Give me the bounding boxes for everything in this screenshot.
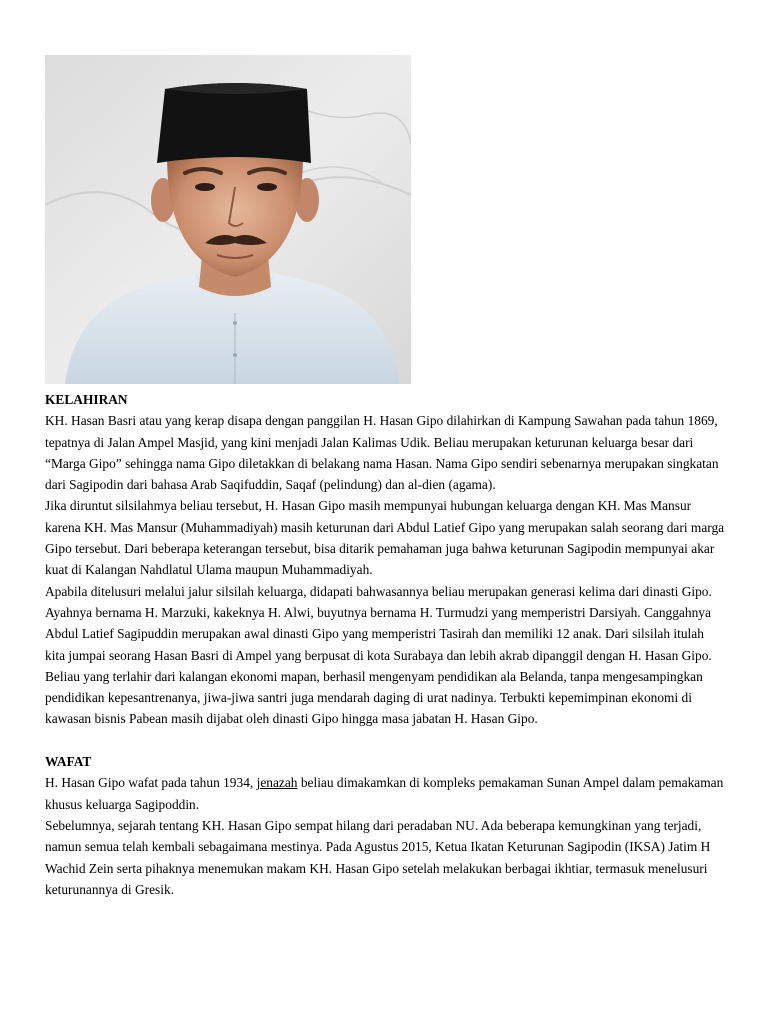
kelahiran-paragraph-4: Beliau yang terlahir dari kalangan ekonomi mapan, berhasil mengenyam pendidikan ala Belanda, tanpa mengesampingkan pendidikan kepesantrenanya, jiwa-jiwa santri juga mendarah daging di urat nadinya. Terbukti kepemimpinan ekonomi di kawasan bisnis Pabean masih dijabat oleh dinasti Gipo hingga masa jabatan H. Hasan Gipo. [45, 668, 703, 727]
kelahiran-heading: KELAHIRAN [45, 392, 128, 407]
wafat-heading: WAFAT [45, 754, 92, 770]
section-spacer [45, 730, 725, 751]
portrait-illustration-icon [45, 55, 411, 384]
wafat-paragraph-1 [45, 772, 725, 815]
kelahiran-paragraph-3: Apabila ditelusuri melalui jalur silsilah keluarga, didapati bahwasannya beliau merupakan generasi kelima dari dinasti Gipo. Ayahnya bernama H. Marzuki, kakeknya H. Alwi, buyutnya bernama H. Turmudzi yang memperistri Darsiyah. Canggahnya Abdul Latief Sagipuddin merupakan awal dinasti Gipo yang memperistri Tasirah dan memiliki 12 anak. Dari silsilah itulah kita jumpai seorang Hasan Basri di Ampel yang berpusat di kota Surabaya dan lebih akrab dipanggil dengan H. Hasan Gipo. [45, 583, 712, 663]
kelahiran-paragraph-1: KH. Hasan Basri atau yang kerap disapa dengan panggilan H. Hasan Gipo dilahirkan di Kampung Sawahan pada tahun 1869, tepatnya di Jalan Ampel Masjid, yang kini menjadi Jalan Kalimas Udik. Beliau merupakan keturunan keluarga besar dari “Marga Gipo” sehingga nama Gipo diletakkan di belakang nama Hasan. Nama Gipo sendiri sebenarnya merupakan singkatan dari Sagipodin dari bahasa Arab Saqifuddin, Saqaf (pelindung) dan al-dien (agama). [45, 413, 719, 493]
portrait-image [45, 55, 411, 384]
wafat-p1-before: H. Hasan Gipo wafat pada tahun 1934, [45, 775, 257, 791]
wafat-p1-after: beliau dimakamkan di kompleks pemakaman Sunan Ampel dalam pemakaman khusus keluarga Sagipoddin. [45, 775, 724, 812]
article-body [45, 389, 725, 900]
kelahiran-paragraph-2: Jika diruntut silsilahmya beliau tersebut, H. Hasan Gipo masih mempunyai hubungan keluarga dengan KH. Mas Mansur karena KH. Mas Mansur (Muhammadiyah) masih keturunan dari Abdul Latief Gipo yang merupakan salah seorang dari marga Gipo tersebut. Dari beberapa keterangan tersebut, bisa ditarik pemahaman juga bahwa keturunan Sagipodin mempunyai akar kuat di Kalangan Nahdlatul Ulama maupun Muhammadiyah. [45, 498, 725, 578]
wafat-paragraph-2: Sebelumnya, sejarah tentang KH. Hasan Gipo sempat hilang dari peradaban NU. Ada beberapa kemungkinan yang terjadi, namun semua telah kembali sebagaimana mestinya. Pada Agustus 2015, Ketua Ikatan Keturunan Sagipodin (IKSA) Jatim H Wachid Zein serta pihaknya menemukan makam KH. Hasan Gipo setelah melakukan berbagai ikhtiar, termasuk menelusuri keturunannya di Gresik. [45, 817, 711, 897]
jenazah-link[interactable]: jenazah [256, 775, 298, 791]
